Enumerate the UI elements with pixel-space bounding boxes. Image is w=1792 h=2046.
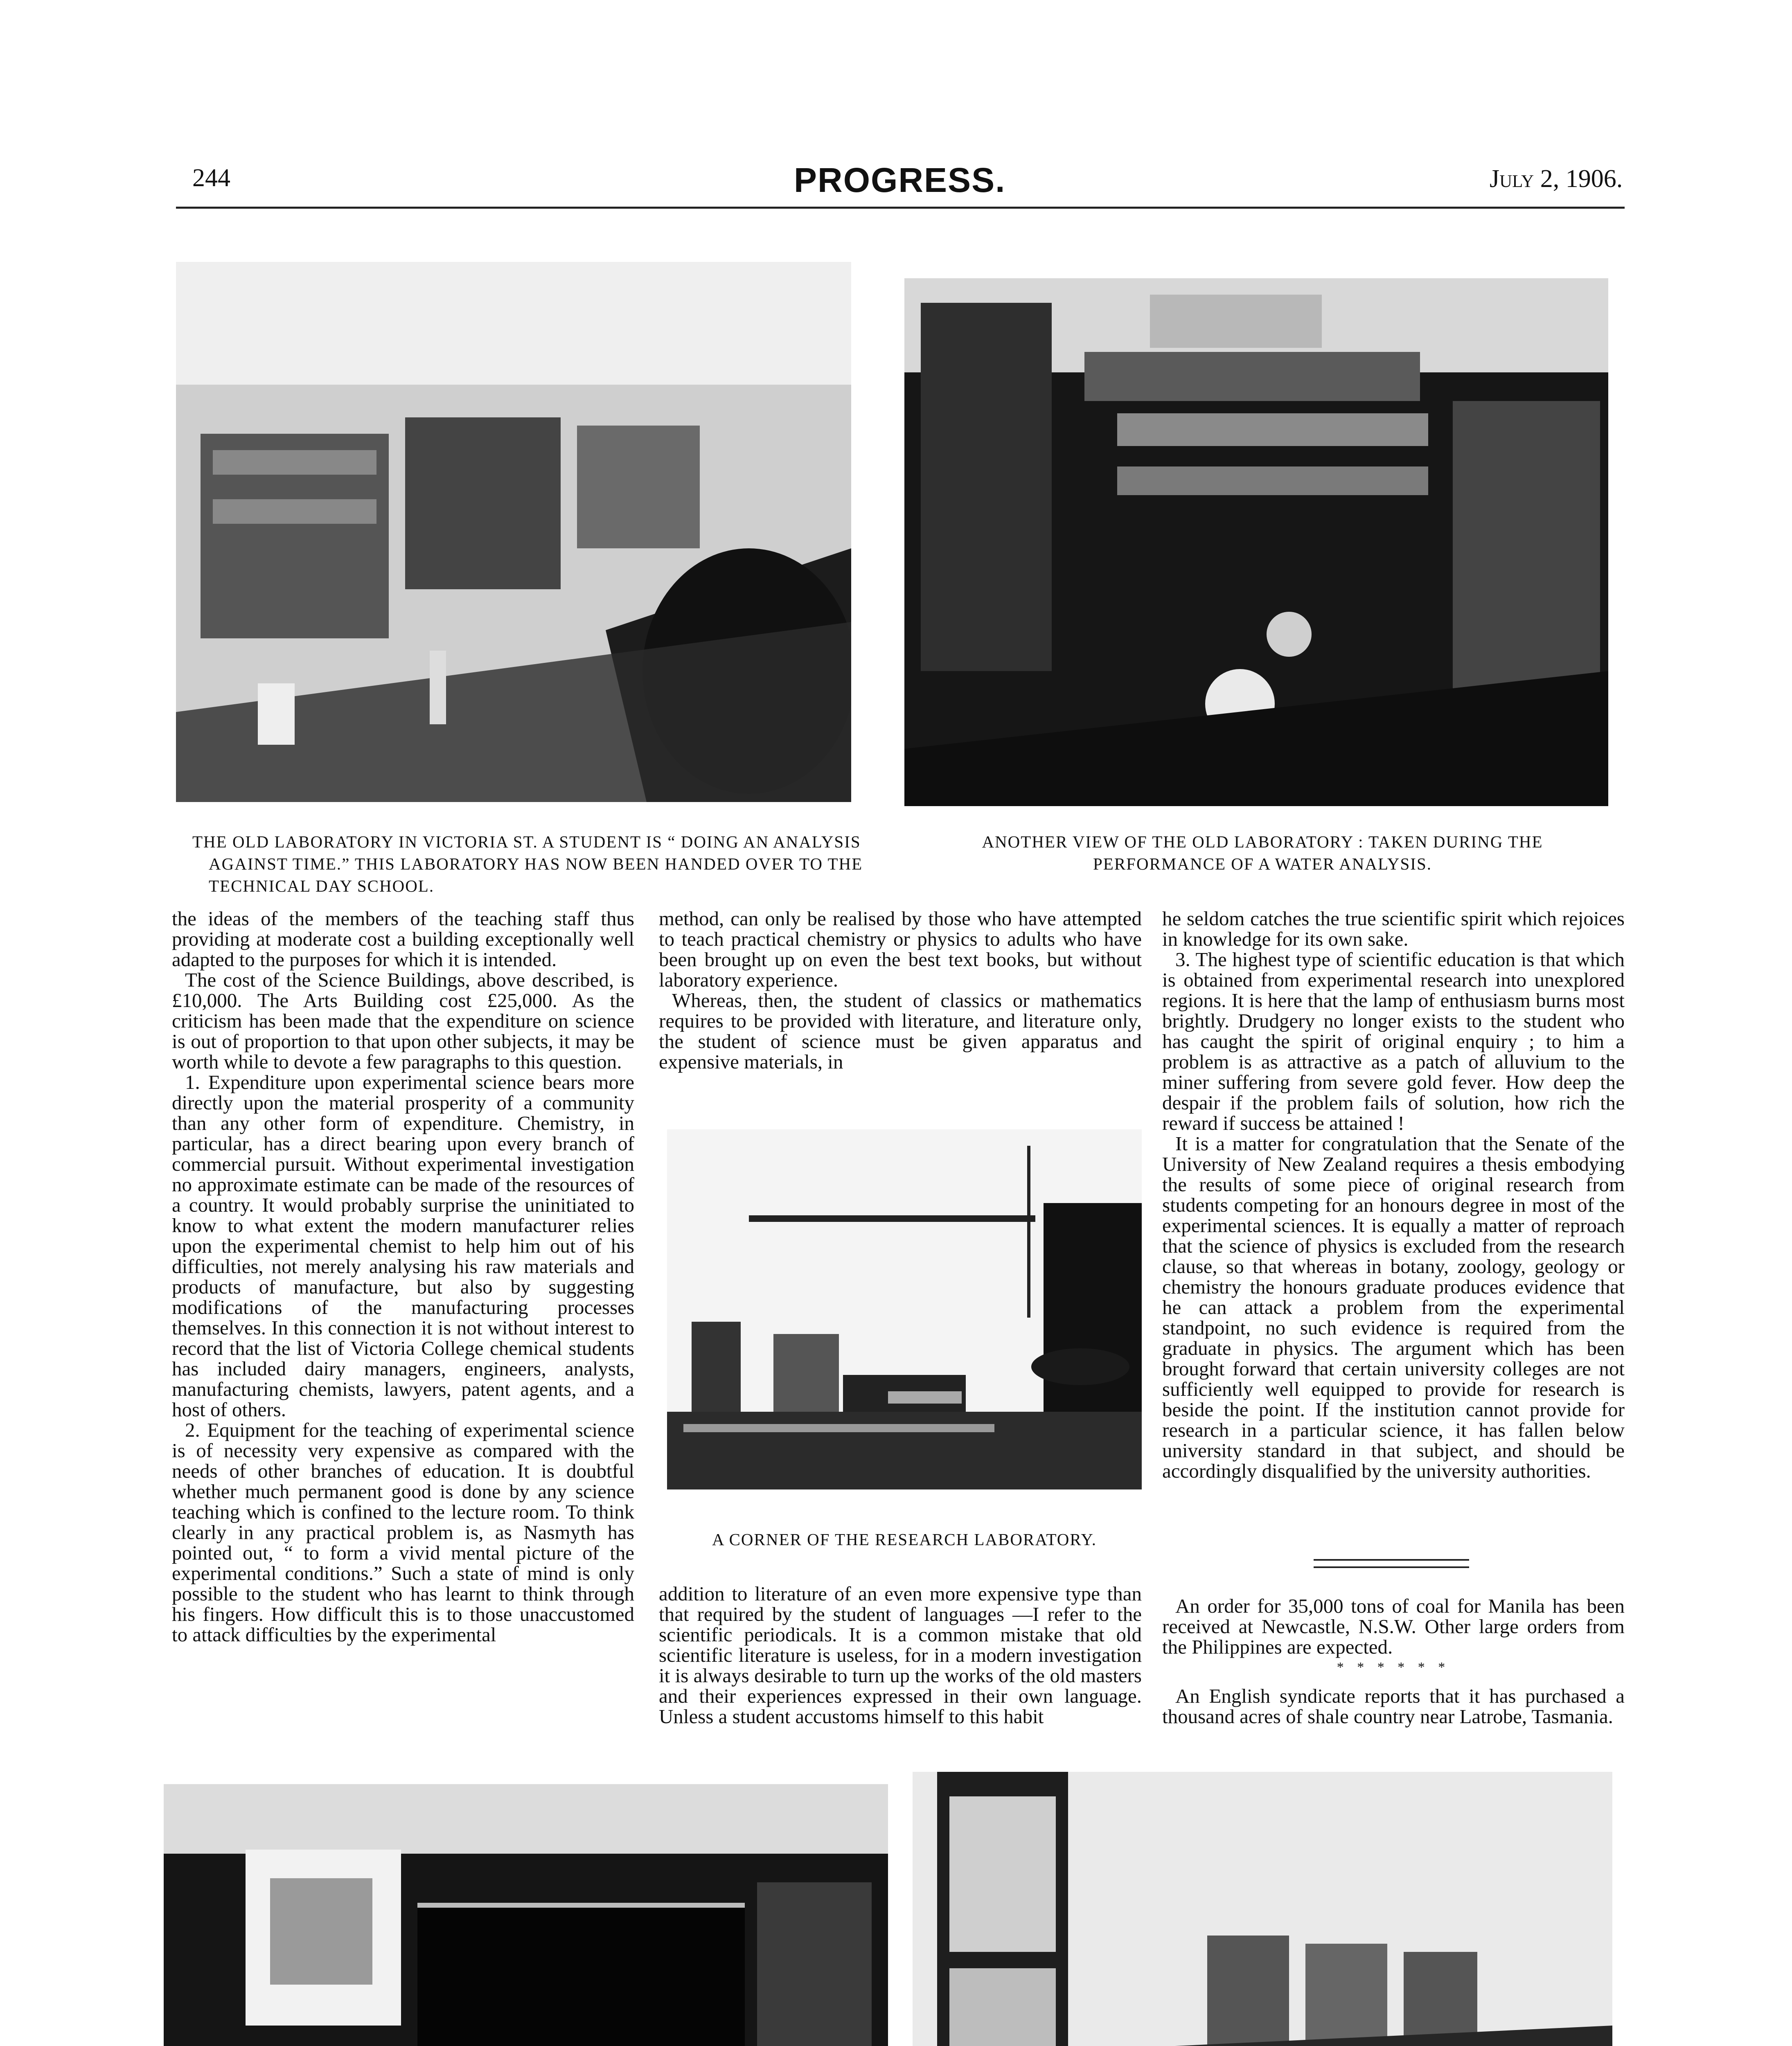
header-rule — [176, 207, 1625, 209]
masthead-title: PROGRESS. — [794, 161, 1006, 199]
column-3 — [1162, 908, 1625, 1481]
paragraph: method, can only be realised by those who have attempted to teach practical chemistry or physics to adults who have been brought up on even the best text books, but without laboratory experience. — [659, 907, 1142, 991]
issue-date: July 2, 1906. — [1490, 165, 1623, 193]
paragraph: addition to literature of an even more expensive type than that required by the student of languages —I refer to the scientific periodicals. It is a common mistake that old scientific literature is useless, for in a modern investigation it is always desirable to turn up the works of the old masters and their experiences expressed in their own language. Unless a student accustoms himself to this habit — [659, 1582, 1142, 1728]
note-separator: * * * * * * — [1337, 1660, 1450, 1675]
caption-old-laboratory: THE OLD LABORATORY IN VICTORIA ST. A STUDENT IS “ DOING AN ANALYSIS AGAINST TIME.” THIS LABORATORY HAS NOW BEEN HANDED OVER TO THE TECHNICAL DAY SCHOOL. — [192, 832, 863, 895]
photo-balance-room — [913, 1772, 1612, 2046]
note-shale-purchase: An English syndicate reports that it has purchased a thousand acres of shale country near Latrobe, Tasmania. — [1162, 1685, 1625, 1728]
column-3-notes — [1162, 1596, 1625, 1727]
photo-old-laboratory — [176, 262, 851, 802]
photo-lecture-theatre — [164, 1784, 888, 2046]
paragraph: he seldom catches the true scientific spirit which rejoices in knowledge for its own sake. — [1162, 907, 1625, 950]
caption-another-view: ANOTHER VIEW OF THE OLD LABORATORY : TAKEN DURING THE PERFORMANCE OF A WATER ANALYSIS. — [982, 832, 1543, 873]
paragraph: 1. Expenditure upon experimental science bears more directly upon the material prosperity of a community than any other form of expenditure. Chemistry, in particular, has a direct bearing upon every branch of commercial pursuit. Without experimental investigation no approximate estimate can be made of the resources of a country. It would probably surprise the uninitiated to know to what extent the modern manufacturer relies upon the experimental chemist to help him out of his difficulties, not merely analysing his raw materials and products of manufacture, but also by suggesting modifications of the manufacturing processes themselves. In this connection it is not without interest to record that the list of Victoria College chemical students has included dairy managers, engineers, analysts, manufacturing chemists, lawyers, patent agents, and a host of others. — [172, 1071, 634, 1421]
paragraph: Whereas, then, the student of classics or mathematics requires to be provided with literature, and literature only, the student of science must be given apparatus and expensive materials, in — [659, 989, 1142, 1073]
note-coal-order: An order for 35,000 tons of coal for Manila has been received at Newcastle, N.S.W. Other large orders from the Philippines are expected. — [1162, 1595, 1625, 1658]
paragraph: 2. Equipment for the teaching of experimental science is of necessity very expensive as compared with the needs of other branches of education. It is doubtful whether much permanent good is done by any science teaching which is confined to the lecture room. To think clearly in any practical problem is, as Nasmyth has pointed out, “ to form a vivid mental picture of the experimental conditions.” Such a state of mind is only possible to the student who has learnt to think through his fingers. How difficult this is to those unaccustomed to attack difficulties by the experimental — [172, 1419, 634, 1646]
paragraph: 3. The highest type of scientific education is that which is obtained from experimental research into unexplored regions. It is here that the lamp of enthusiasm burns most brightly. Drudgery no longer exists to the student who has caught the spirit of original enquiry ; to him a problem is as attractive as a patch of alluvium to the miner suffering from severe gold fever. How deep the despair if the problem fails of solution, how rich the reward if success be attained ! — [1162, 948, 1625, 1134]
section-divider — [1314, 1559, 1469, 1568]
paragraph: the ideas of the members of the teaching staff thus providing at moderate cost a building exceptionally well adapted to the purposes for which it is intended. — [172, 907, 634, 971]
column-1 — [172, 908, 634, 1645]
page-number: 244 — [192, 164, 230, 192]
paragraph: The cost of the Science Buildings, above described, is £10,000. The Arts Building cost £25,000. As the criticism has been made that the expenditure on science is out of proportion to that upon other subjects, it may be worth while to devote a few paragraphs to this question. — [172, 969, 634, 1073]
caption-research-laboratory: A CORNER OF THE RESEARCH LABORATORY. — [712, 1530, 1097, 1549]
paragraph: It is a matter for congratulation that the Senate of the University of New Zealand requires a thesis embodying the results of some piece of original research from students competing for an honours degree in most of the experimental sciences. It is equally a matter of reproach that the science of physics is excluded from the research clause, so that whereas in botany, zoology, geology or chemistry the honours graduate produces evidence that he can attack a problem from the experimental standpoint, no such evidence is required from the graduate in physics. The argument which has been brought forward that certain university colleges are not sufficiently well equipped to provide for research is beside the point. If the institution cannot provide for research in a particular science, it has fallen below university standard in that subject, and should be accordingly disqualified by the university authorities. — [1162, 1132, 1625, 1482]
photo-another-view — [904, 278, 1608, 806]
column-2-top — [659, 908, 1142, 1072]
column-2-bottom — [659, 1584, 1142, 1727]
photo-research-laboratory — [667, 1129, 1142, 1489]
